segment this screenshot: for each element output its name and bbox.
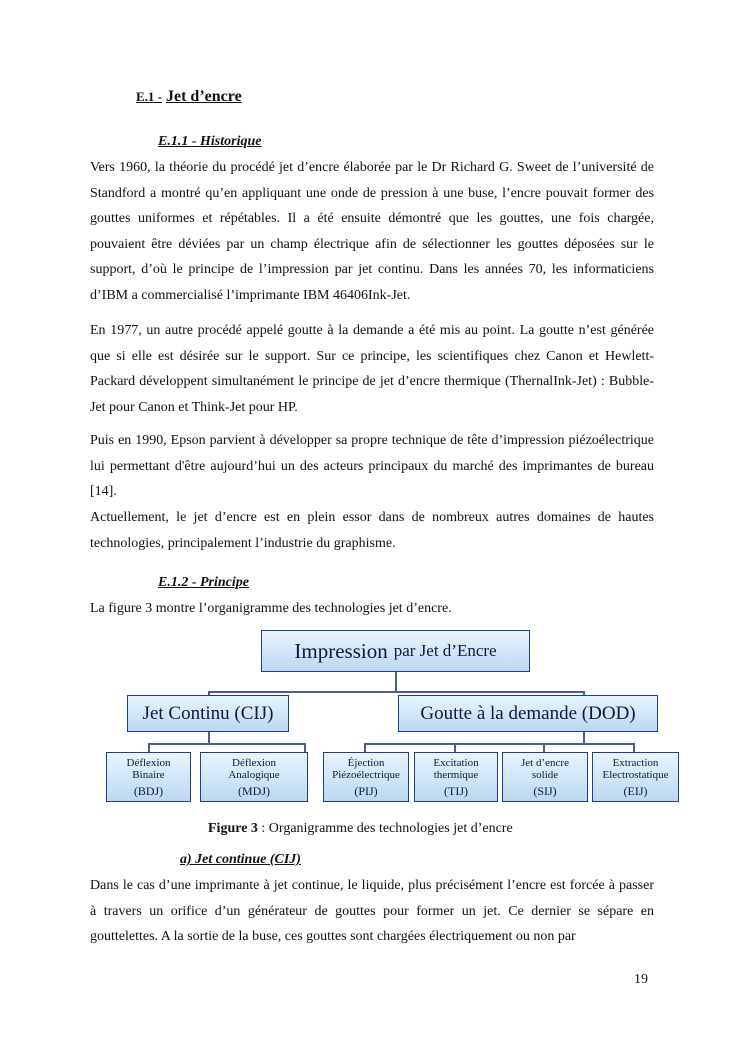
paragraph-principe-intro: La figure 3 montre l’organigramme des technologies jet d’encre. xyxy=(90,601,452,616)
leaf-line2: solide xyxy=(531,769,559,781)
figure-caption-text: : Organigramme des technologies jet d’encre xyxy=(257,821,513,836)
diagram-leaf-bdj xyxy=(106,752,191,802)
connector-sij xyxy=(543,743,545,752)
diagram-branch-cij: Jet Continu (CIJ) xyxy=(127,695,289,732)
leaf-line1: Excitation xyxy=(433,757,479,769)
diagram-root-main: Impression xyxy=(294,638,388,663)
diagram-leaf-mdj xyxy=(200,752,308,802)
leaf-line2: Binaire xyxy=(132,769,165,781)
diagram-branch-dod: Goutte à la demande (DOD) xyxy=(398,695,658,732)
paragraph-jet-continue: Dans le cas d’une imprimante à jet continue, le liquide, plus précisément l’encre est forcée à passer à travers un orifice d’un générateur de gouttes pour former un jet. Ce dernier se sépare en gouttelettes. A la sortie de la buse, ces gouttes sont chargées électriquement ou non par xyxy=(90,878,654,944)
paragraph-historique-2: En 1977, un autre procédé appelé goutte à la demande a été mis au point. La goutte n’est générée que si elle est désirée sur le support. Sur ce principe, les scientifiques chez Canon et Hewlett-Packard développent simultanément le principe de jet d’encre thermique (ThernalInk-Jet) : Bubble-Jet pour Canon et Think-Jet pour HP. xyxy=(90,323,654,415)
connector-root-horizontal xyxy=(208,691,584,693)
page-number: 19 xyxy=(634,972,648,987)
paragraph-historique-3: Puis en 1990, Epson parvient à développer sa propre technique de tête d’impression piézoélectrique lui permettant d'être aujourd’hui un des acteurs principaux du marché des imprimantes de bureau [14]. xyxy=(90,433,654,499)
leaf-abbr: (BDJ) xyxy=(133,784,164,798)
subsection-heading-jet-continue: a) Jet continue (CIJ) xyxy=(180,852,301,867)
leaf-line2: Analogique xyxy=(228,769,280,781)
connector-mdj xyxy=(304,743,306,752)
section-title-text: Jet d’encre xyxy=(166,88,242,105)
leaf-line2: Electrostatique xyxy=(602,769,669,781)
connector-tij xyxy=(454,743,456,752)
paragraph-historique-1: Vers 1960, la théorie du procédé jet d’encre élaborée par le Dr Richard G. Sweet de l’université de Standford a montré qu’en appliquant une onde de pression à une buse, l’encre pouvait former des gouttes uniformes et répétables. Il a été ensuite démontré que les gouttes, une fois chargée, pouvaient être déviées par un champ électrique afin de sélectionner les gouttes déposées sur le support, d’où le principe de l’impression par jet continu. Dans les années 70, les informaticiens d’IBM a commercialisé l’imprimante IBM 46406Ink-Jet. xyxy=(90,160,654,303)
subsection-heading-historique: E.1.1 - Historique xyxy=(158,134,262,149)
diagram-root-rest: par Jet d’Encre xyxy=(393,641,497,660)
leaf-abbr: (EIJ) xyxy=(623,784,648,798)
diagram-leaf-sij xyxy=(502,752,588,802)
connector-bdj xyxy=(148,743,150,752)
leaf-abbr: (TIJ) xyxy=(444,784,468,798)
leaf-line2: thermique xyxy=(433,769,479,781)
paragraph-historique-4: Actuellement, le jet d’encre est en plein essor dans de nombreux autres domaines de hautes technologies, principalement l’industrie du graphisme. xyxy=(90,510,654,551)
leaf-line1: Jet d’encre xyxy=(521,757,569,769)
leaf-line1: Extraction xyxy=(612,757,659,769)
diagram-leaf-pij xyxy=(323,752,409,802)
leaf-line2: Piézoélectrique xyxy=(332,769,400,781)
diagram-leaf-eij xyxy=(592,752,679,802)
section-title xyxy=(136,88,242,106)
leaf-line1: Déflexion xyxy=(126,757,171,769)
connector-dod-horizontal xyxy=(364,743,634,745)
diagram-root-box xyxy=(261,630,530,672)
connector-cij-horizontal xyxy=(148,743,305,745)
leaf-line1: Déflexion xyxy=(232,757,276,769)
organigram-diagram xyxy=(103,627,683,807)
subsection-heading-principe: E.1.2 - Principe xyxy=(158,575,249,590)
section-number: E.1 - xyxy=(136,89,162,104)
connector-pij xyxy=(364,743,366,752)
connector-eij xyxy=(633,743,635,752)
leaf-abbr: (SIJ) xyxy=(533,784,557,798)
leaf-abbr: (PIJ) xyxy=(354,784,378,798)
figure-caption xyxy=(208,821,513,837)
figure-caption-label: Figure 3 xyxy=(208,821,258,836)
diagram-leaf-tij xyxy=(414,752,498,802)
connector-root xyxy=(395,672,397,692)
leaf-line1: Éjection xyxy=(347,757,385,769)
leaf-abbr: (MDJ) xyxy=(238,784,270,798)
